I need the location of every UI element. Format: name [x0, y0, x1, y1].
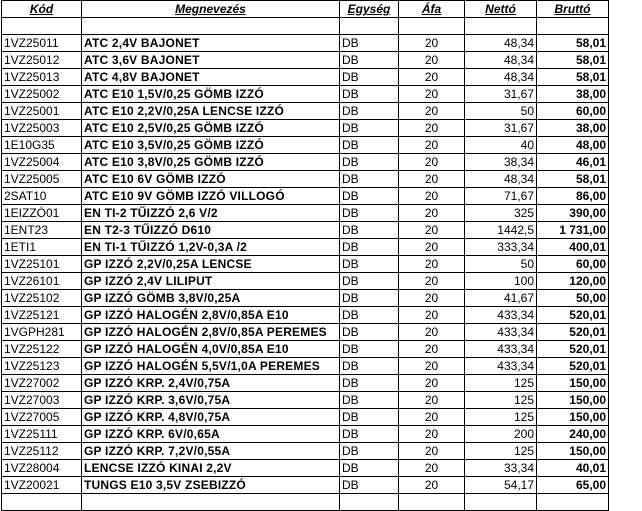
name-cell: GP IZZÓ KRP. 4,8V/0,75A [82, 409, 340, 426]
kod-cell: 1VZ25011 [2, 35, 82, 52]
unit-cell: DB [340, 171, 399, 188]
brutto-cell: 50,00 [537, 290, 609, 307]
table-row [2, 307, 609, 324]
brutto-cell: 48,00 [537, 137, 609, 154]
blank-cell [399, 494, 465, 511]
brutto-cell: 150,00 [537, 392, 609, 409]
brutto-cell: 400,01 [537, 239, 609, 256]
table-row [2, 443, 609, 460]
unit-cell: DB [340, 426, 399, 443]
name-cell: EN TI-1 TŰIZZÓ 1,2V-0,3A /2 [82, 239, 340, 256]
kod-cell: 1VZ27003 [2, 392, 82, 409]
afa-cell: 20 [399, 375, 465, 392]
kod-cell: 1ENT23 [2, 222, 82, 239]
price-list-table [1, 0, 609, 511]
netto-cell: 325 [465, 205, 537, 222]
netto-cell: 1442,5 [465, 222, 537, 239]
header-unit: Egység [340, 1, 399, 18]
brutto-cell: 38,00 [537, 86, 609, 103]
netto-cell: 41,67 [465, 290, 537, 307]
kod-cell: 1VZ25112 [2, 443, 82, 460]
kod-cell: 1VZ25101 [2, 256, 82, 273]
unit-cell: DB [340, 460, 399, 477]
name-cell: LENCSE IZZÓ KINAI 2,2V [82, 460, 340, 477]
unit-cell: DB [340, 477, 399, 494]
header-name: Megnevezés [82, 1, 340, 18]
brutto-cell: 38,00 [537, 120, 609, 137]
unit-cell: DB [340, 443, 399, 460]
table-row [2, 137, 609, 154]
unit-cell: DB [340, 358, 399, 375]
afa-cell: 20 [399, 307, 465, 324]
blank-cell [465, 18, 537, 35]
name-cell: ATC 4,8V BAJONET [82, 69, 340, 86]
unit-cell: DB [340, 120, 399, 137]
blank-cell [2, 494, 82, 511]
table-row [2, 86, 609, 103]
netto-cell: 125 [465, 443, 537, 460]
netto-cell: 50 [465, 256, 537, 273]
brutto-cell: 1 731,00 [537, 222, 609, 239]
unit-cell: DB [340, 307, 399, 324]
afa-cell: 20 [399, 239, 465, 256]
unit-cell: DB [340, 256, 399, 273]
brutto-cell: 86,00 [537, 188, 609, 205]
brutto-cell: 150,00 [537, 443, 609, 460]
netto-cell: 31,67 [465, 86, 537, 103]
brutto-cell: 46,01 [537, 154, 609, 171]
brutto-cell: 120,00 [537, 273, 609, 290]
table-row [2, 375, 609, 392]
table-row [2, 392, 609, 409]
name-cell: EN T2-3 TŰIZZÓ D610 [82, 222, 340, 239]
unit-cell: DB [340, 273, 399, 290]
table-row [2, 205, 609, 222]
netto-cell: 125 [465, 375, 537, 392]
name-cell: GP IZZÓ KRP. 7,2V/0,55A [82, 443, 340, 460]
name-cell: GP IZZÓ HALOGÉN 2,8V/0,85A PEREMES [82, 324, 340, 341]
afa-cell: 20 [399, 205, 465, 222]
kod-cell: 1EIZZÓ01 [2, 205, 82, 222]
name-cell: GP IZZÓ GÖMB 3,8V/0,25A [82, 290, 340, 307]
name-cell: ATC E10 9V GÖMB IZZÓ VILLOGÓ [82, 188, 340, 205]
table-row [2, 460, 609, 477]
table-row [2, 477, 609, 494]
table-row [2, 239, 609, 256]
kod-cell: 1VZ25102 [2, 290, 82, 307]
kod-cell: 1VZ25121 [2, 307, 82, 324]
blank-cell [2, 18, 82, 35]
table-row [2, 273, 609, 290]
kod-cell: 1VZ25122 [2, 341, 82, 358]
netto-cell: 54,17 [465, 477, 537, 494]
afa-cell: 20 [399, 358, 465, 375]
name-cell: ATC 2,4V BAJONET [82, 35, 340, 52]
netto-cell: 333,34 [465, 239, 537, 256]
name-cell: TUNGS E10 3,5V ZSEBIZZÓ [82, 477, 340, 494]
brutto-cell: 65,00 [537, 477, 609, 494]
netto-cell: 38,34 [465, 154, 537, 171]
unit-cell: DB [340, 392, 399, 409]
afa-cell: 20 [399, 171, 465, 188]
afa-cell: 20 [399, 222, 465, 239]
unit-cell: DB [340, 69, 399, 86]
kod-cell: 1VZ25111 [2, 426, 82, 443]
header-brutto: Bruttó [537, 1, 609, 18]
netto-cell: 48,34 [465, 35, 537, 52]
afa-cell: 20 [399, 103, 465, 120]
blank-row-top [2, 18, 609, 35]
blank-cell [537, 494, 609, 511]
kod-cell: 2SAT10 [2, 188, 82, 205]
unit-cell: DB [340, 154, 399, 171]
name-cell: GP IZZÓ HALOGÉN 4,0V/0,85A E10 [82, 341, 340, 358]
unit-cell: DB [340, 375, 399, 392]
unit-cell: DB [340, 239, 399, 256]
afa-cell: 20 [399, 426, 465, 443]
netto-cell: 433,34 [465, 341, 537, 358]
netto-cell: 50 [465, 103, 537, 120]
header-netto: Nettó [465, 1, 537, 18]
brutto-cell: 58,01 [537, 171, 609, 188]
name-cell: GP IZZÓ HALOGÉN 5,5V/1,0A PEREMES [82, 358, 340, 375]
afa-cell: 20 [399, 392, 465, 409]
name-cell: ATC E10 1,5V/0,25 GÖMB IZZÓ [82, 86, 340, 103]
header-row [2, 1, 609, 18]
brutto-cell: 60,00 [537, 103, 609, 120]
afa-cell: 20 [399, 409, 465, 426]
header-afa: Áfa [399, 1, 465, 18]
table-row [2, 290, 609, 307]
name-cell: EN TI-2 TŰIZZÓ 2,6 V/2 [82, 205, 340, 222]
name-cell: ATC E10 6V GÖMB IZZÓ [82, 171, 340, 188]
netto-cell: 125 [465, 392, 537, 409]
name-cell: ATC E10 3,8V/0,25 GÖMB IZZÓ [82, 154, 340, 171]
unit-cell: DB [340, 35, 399, 52]
kod-cell: 1VGPH281 [2, 324, 82, 341]
afa-cell: 20 [399, 188, 465, 205]
kod-cell: 1ETI1 [2, 239, 82, 256]
unit-cell: DB [340, 103, 399, 120]
kod-cell: 1VZ25003 [2, 120, 82, 137]
unit-cell: DB [340, 205, 399, 222]
brutto-cell: 60,00 [537, 256, 609, 273]
kod-cell: 1VZ25002 [2, 86, 82, 103]
blank-cell [537, 18, 609, 35]
table-row [2, 52, 609, 69]
table-row [2, 154, 609, 171]
blank-cell [399, 18, 465, 35]
afa-cell: 20 [399, 120, 465, 137]
unit-cell: DB [340, 341, 399, 358]
table-body [2, 18, 609, 511]
kod-cell: 1VZ26101 [2, 273, 82, 290]
unit-cell: DB [340, 52, 399, 69]
table-row [2, 324, 609, 341]
name-cell: GP IZZÓ KRP. 3,6V/0,75A [82, 392, 340, 409]
name-cell: GP IZZÓ 2,2V/0,25A LENCSE [82, 256, 340, 273]
header-kod: Kód [2, 1, 82, 18]
brutto-cell: 520,01 [537, 341, 609, 358]
afa-cell: 20 [399, 324, 465, 341]
kod-cell: 1VZ27002 [2, 375, 82, 392]
kod-cell: 1VZ25001 [2, 103, 82, 120]
brutto-cell: 40,01 [537, 460, 609, 477]
table-row [2, 409, 609, 426]
kod-cell: 1VZ20021 [2, 477, 82, 494]
kod-cell: 1VZ25012 [2, 52, 82, 69]
unit-cell: DB [340, 324, 399, 341]
afa-cell: 20 [399, 256, 465, 273]
netto-cell: 433,34 [465, 324, 537, 341]
kod-cell: 1VZ25013 [2, 69, 82, 86]
table-row [2, 188, 609, 205]
afa-cell: 20 [399, 290, 465, 307]
netto-cell: 71,67 [465, 188, 537, 205]
brutto-cell: 390,00 [537, 205, 609, 222]
table-row [2, 341, 609, 358]
afa-cell: 20 [399, 460, 465, 477]
brutto-cell: 520,01 [537, 358, 609, 375]
afa-cell: 20 [399, 443, 465, 460]
table-row [2, 358, 609, 375]
brutto-cell: 240,00 [537, 426, 609, 443]
brutto-cell: 58,01 [537, 69, 609, 86]
blank-cell [465, 494, 537, 511]
blank-cell [82, 18, 340, 35]
brutto-cell: 520,01 [537, 307, 609, 324]
netto-cell: 48,34 [465, 69, 537, 86]
blank-cell [340, 18, 399, 35]
table-row [2, 69, 609, 86]
brutto-cell: 150,00 [537, 375, 609, 392]
name-cell: ATC E10 3,5V/0,25 GÖMB IZZÓ [82, 137, 340, 154]
afa-cell: 20 [399, 86, 465, 103]
name-cell: ATC E10 2,2V/0,25A LENCSE IZZÓ [82, 103, 340, 120]
netto-cell: 48,34 [465, 52, 537, 69]
kod-cell: 1E10G35 [2, 137, 82, 154]
netto-cell: 48,34 [465, 171, 537, 188]
blank-row-bottom [2, 494, 609, 511]
table-row [2, 35, 609, 52]
kod-cell: 1VZ25005 [2, 171, 82, 188]
afa-cell: 20 [399, 35, 465, 52]
name-cell: GP IZZÓ KRP. 2,4V/0,75A [82, 375, 340, 392]
brutto-cell: 150,00 [537, 409, 609, 426]
kod-cell: 1VZ28004 [2, 460, 82, 477]
unit-cell: DB [340, 86, 399, 103]
brutto-cell: 58,01 [537, 35, 609, 52]
name-cell: GP IZZÓ KRP. 6V/0,65A [82, 426, 340, 443]
afa-cell: 20 [399, 69, 465, 86]
netto-cell: 40 [465, 137, 537, 154]
afa-cell: 20 [399, 273, 465, 290]
name-cell: GP IZZÓ 2,4V LILIPUT [82, 273, 340, 290]
afa-cell: 20 [399, 52, 465, 69]
name-cell: ATC 3,6V BAJONET [82, 52, 340, 69]
afa-cell: 20 [399, 154, 465, 171]
netto-cell: 433,34 [465, 307, 537, 324]
table-row [2, 171, 609, 188]
kod-cell: 1VZ27005 [2, 409, 82, 426]
kod-cell: 1VZ25123 [2, 358, 82, 375]
kod-cell: 1VZ25004 [2, 154, 82, 171]
blank-cell [82, 494, 340, 511]
table-row [2, 120, 609, 137]
table-row [2, 103, 609, 120]
unit-cell: DB [340, 409, 399, 426]
table-row [2, 256, 609, 273]
name-cell: ATC E10 2,5V/0,25 GÖMB IZZÓ [82, 120, 340, 137]
afa-cell: 20 [399, 137, 465, 154]
unit-cell: DB [340, 222, 399, 239]
netto-cell: 33,34 [465, 460, 537, 477]
unit-cell: DB [340, 290, 399, 307]
name-cell: GP IZZÓ HALOGÉN 2,8V/0,85A E10 [82, 307, 340, 324]
afa-cell: 20 [399, 341, 465, 358]
netto-cell: 200 [465, 426, 537, 443]
netto-cell: 100 [465, 273, 537, 290]
netto-cell: 125 [465, 409, 537, 426]
brutto-cell: 520,01 [537, 324, 609, 341]
unit-cell: DB [340, 188, 399, 205]
brutto-cell: 58,01 [537, 52, 609, 69]
netto-cell: 433,34 [465, 358, 537, 375]
netto-cell: 31,67 [465, 120, 537, 137]
table-row [2, 426, 609, 443]
unit-cell: DB [340, 137, 399, 154]
table-row [2, 222, 609, 239]
blank-cell [340, 494, 399, 511]
afa-cell: 20 [399, 477, 465, 494]
